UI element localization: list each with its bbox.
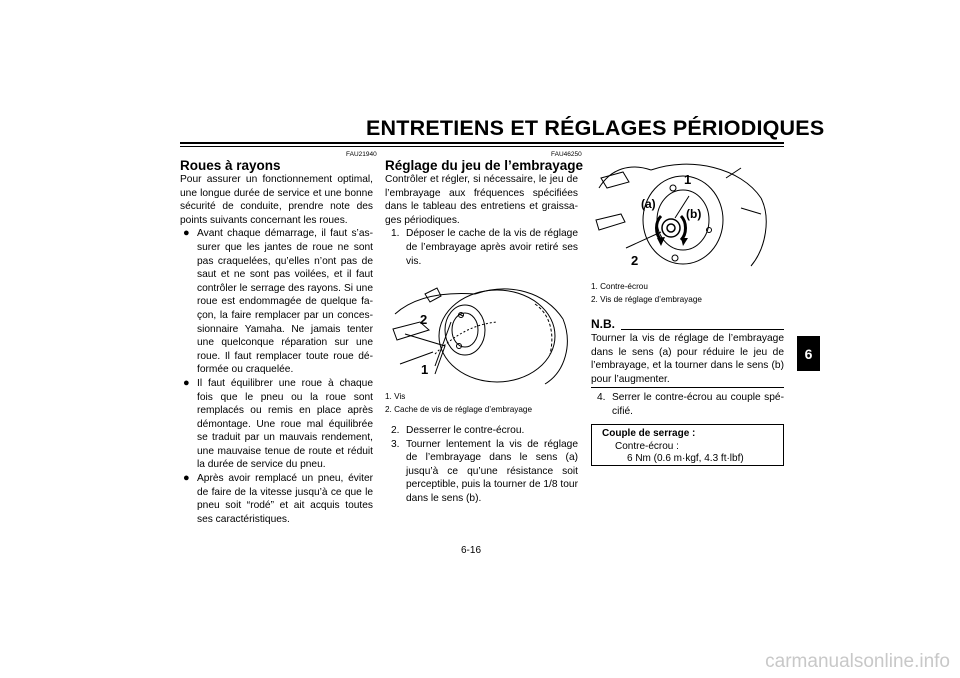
step-3: 3. Tourner lentement la vis de réglage de l’embrayage dans le sens (a) jusqu’à ce qu’une résistance soit perceptible, puis la tourner de 1/8 tour dans le sens (b).	[391, 438, 578, 504]
bullet-text: Avant chaque démarrage, il faut s’assurer que les jantes de roue ne sont pas craquelées, qu’elles n’ont pas de saut et ne sont pas voilées, et il faut contrôler le serrage des rayons. Si une roue est endommagée de quelque façon, la faire remplacer par un concessionnaire Yamaha. Ne jamais tenter une quelconque réparation sur une roue. Il faut remplacer toute roue déformée ou craquelée.	[197, 228, 373, 376]
note-rule-bottom	[591, 387, 784, 388]
adjusting-screw-figure	[591, 158, 784, 270]
bullet-icon: ●	[183, 227, 190, 240]
caption-item: 2. Cache de vis de réglage d’embrayage	[385, 405, 533, 414]
step-4: 4. Serrer le contre-écrou au couple spécifié.	[597, 392, 784, 417]
section-title-clutch: Réglage du jeu de l’embrayage	[385, 158, 584, 173]
bullet-text: Il faut équilibrer une roue à chaque fois que le pneu ou la roue sont remplacés ou remis en place après démontage. Une roue mal équilibrée se traduit par un mauvais rendement, une mauvaise tenue de route et réduit la durée de service du pneu.	[197, 377, 373, 471]
chapter-tab: 6	[797, 336, 820, 371]
bullet-icon: ●	[183, 472, 190, 485]
figure-callout-1: 1	[684, 172, 692, 187]
clutch-intro-block	[385, 173, 578, 268]
wheels-section	[180, 173, 373, 526]
section-code: FAU21940	[346, 151, 377, 158]
torque-line-1: Contre-écrou :	[615, 440, 679, 452]
header-rule-thick	[180, 142, 784, 144]
page-header-title: ENTRETIENS ET RÉGLAGES PÉRIODIQUES	[366, 116, 825, 140]
note-text: Tourner la vis de réglage de l’embrayage dans le sens (a) pour réduire le jeu de l’embrayage, et la tourner dans le sens (b) pour l’augmenter.	[591, 333, 784, 385]
figure-callout-1: 1	[421, 362, 429, 377]
list-item	[180, 472, 373, 526]
wheels-intro: Pour assurer un fonctionnement optimal, une longue durée de service et une bonne sécurité de conduite, prendre note des points suivants concernant les roues.	[180, 174, 373, 226]
wheels-bullet-list	[180, 227, 373, 526]
bullet-icon: ●	[183, 376, 190, 389]
page-number: 6-16	[461, 545, 482, 556]
note-rule-top	[621, 329, 784, 330]
middle-caption-list	[385, 390, 532, 416]
clutch-intro: Contrôler et régler, si nécessaire, le jeu de l’embrayage aux fréquences spécifiées dans le tableau des entretiens et graissages périodiques.	[385, 174, 578, 226]
torque-title: Couple de serrage :	[602, 428, 696, 439]
direction-label-a: (a)	[641, 197, 656, 211]
right-caption-list	[591, 280, 702, 306]
torque-spec-box	[591, 424, 784, 466]
step-4-block	[591, 391, 784, 418]
section-title-wheels: Roues à rayons	[180, 158, 281, 173]
note-title: N.B.	[591, 317, 615, 331]
bullet-text: Après avoir remplacé un pneu, éviter de faire de la vitesse jusqu’à ce que le pneu soit “rodé” et ait acquis toutes ses caractéristiques.	[197, 473, 373, 525]
section-code: FAU46250	[551, 151, 582, 158]
torque-line-2: 6 Nm (0.6 m·kgf, 4.3 ft·lbf)	[627, 453, 744, 464]
clutch-steps	[385, 424, 578, 506]
direction-label-b: (b)	[686, 207, 702, 221]
header-rule-thin	[180, 146, 784, 147]
watermark: carmanualsonline.info	[765, 651, 950, 672]
step-1: 1. Déposer le cache de la vis de réglage de l’embrayage après avoir retiré ses vis.	[391, 228, 578, 267]
caption-item: 1. Contre-écrou	[591, 282, 648, 291]
figure-callout-2: 2	[420, 312, 428, 327]
list-item	[180, 227, 373, 377]
caption-item: 2. Vis de réglage d’embrayage	[591, 295, 702, 304]
step-2: 2. Desserrer le contre-écrou.	[391, 425, 525, 436]
list-item	[180, 377, 373, 472]
clutch-cover-figure	[385, 274, 578, 385]
caption-item: 1. Vis	[385, 392, 406, 401]
figure-callout-2: 2	[631, 253, 639, 268]
